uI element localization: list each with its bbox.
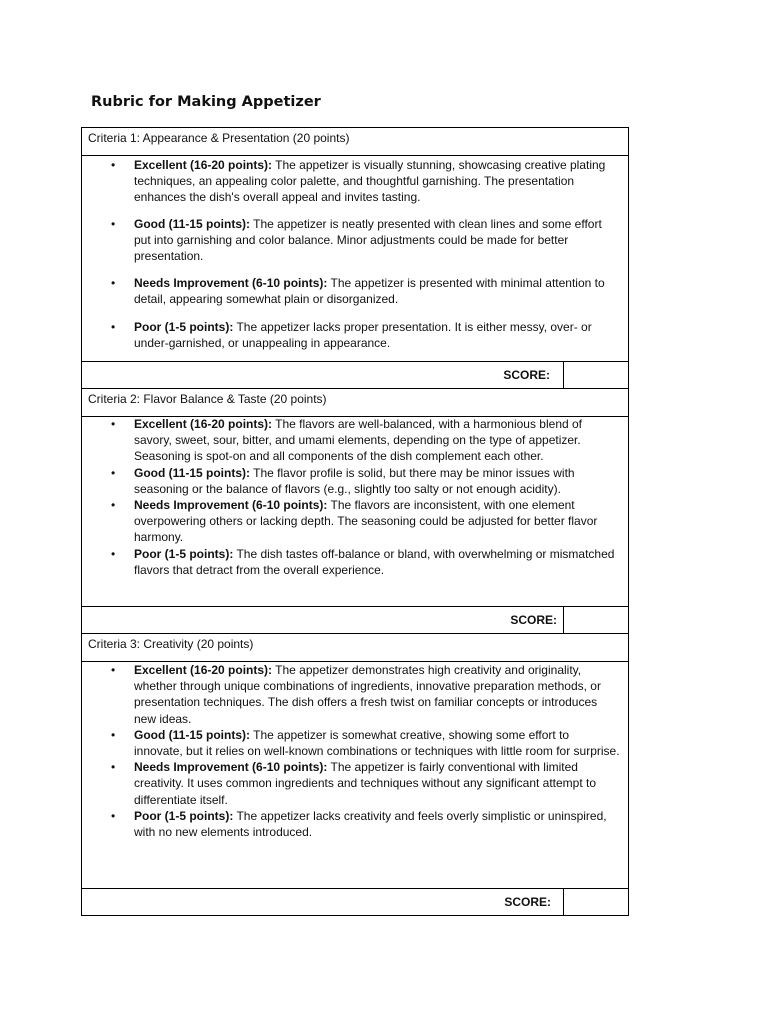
level-name: Poor (1-5 points): [134,319,234,334]
level-item [82,275,628,307]
level-name: Poor (1-5 points): [134,546,234,561]
level-description: The appetizer demonstrates high creativity and originality, whether through unique combinations of ingredients, innovative preparation methods, or presentation techniques. The dish offers a fresh twist on familiar concepts or introduces new ideas. [134,663,601,726]
level-description: The appetizer is presented with minimal attention to detail, appearing somewhat plain or disorganized. [134,276,605,307]
score-input-cell[interactable] [564,607,629,634]
criteria-header-row [82,128,629,156]
level-item [82,157,628,206]
level-description: The dish tastes off-balance or bland, with overwhelming or mismatched flavors that detract from the overall experience. [134,546,615,577]
level-name: Needs Improvement (6-10 points): [134,760,328,775]
criteria-header-row [82,634,629,662]
criteria-title: Criteria 3: Creativity (20 points) [88,637,254,651]
level-name: Good (11-15 points): [134,727,251,742]
criteria-levels-list [82,662,628,840]
level-name: Needs Improvement (6-10 points): [134,498,328,513]
score-input-cell[interactable] [564,362,629,389]
score-row [82,607,629,634]
bullet-icon: • [111,216,116,231]
level-name: Excellent (16-20 points): [134,663,273,677]
level-name: Poor (1-5 points): [134,808,234,823]
level-item [82,662,628,727]
level-item [82,465,628,497]
level-description: The appetizer is somewhat creative, showing some effort to innovate, but it relies on well-known combinations or techniques with little room for surprise. [134,727,620,759]
bullet-icon: • [111,760,116,775]
rubric-table [81,127,629,916]
level-item [82,759,628,808]
score-label: SCORE: [504,895,551,909]
level-item [82,319,628,351]
level-description: The appetizer is neatly presented with clean lines and some effort put into garnishing and color balance. Minor adjustments could be made for better presentation. [134,216,602,264]
bullet-icon: • [111,417,116,431]
level-description: The flavor profile is solid, but there may be minor issues with seasoning or the balance of flavors (e.g., slightly too salty or not enough acidity). [134,465,575,496]
level-name: Good (11-15 points): [134,465,251,480]
document-title: Rubric for Making Appetizer [91,94,321,110]
level-item [82,497,628,546]
level-description: The flavors are well-balanced, with a harmonious blend of savory, sweet, sour, bitter, and umami elements, depending on the type of appetizer. Seasoning is spot-on and all components of the dish complement each other. [134,417,583,464]
bullet-icon: • [111,498,116,513]
level-item [82,216,628,265]
criteria-title: Criteria 1: Appearance & Presentation (20 points) [88,131,350,145]
level-description: The appetizer is visually stunning, showcasing creative plating techniques, an appealing color palette, and thoughtful garnishing. The presentation enhances the dish's overall appeal and invites tasting. [134,158,606,205]
level-name: Needs Improvement (6-10 points): [134,276,328,291]
score-row [82,889,629,916]
criteria-description-row [82,662,629,889]
score-input-cell[interactable] [564,889,629,916]
level-description: The appetizer lacks proper presentation. It is either messy, over- or under-garnished, or unappealing in appearance. [134,319,592,350]
bullet-icon: • [111,465,116,480]
bullet-icon: • [111,808,116,823]
level-item [82,416,628,465]
score-label: SCORE: [510,613,557,627]
bullet-icon: • [111,663,116,677]
score-row [82,362,629,389]
criteria-header-row [82,389,629,417]
level-item [82,546,628,578]
bullet-icon: • [111,158,116,172]
bullet-icon: • [111,276,116,291]
level-item [82,727,628,759]
level-name: Good (11-15 points): [134,216,251,231]
criteria-description-row [82,156,629,362]
level-description: The appetizer is fairly conventional with limited creativity. It uses common ingredients and techniques without any significant attempt to differentiate itself. [134,760,597,807]
bullet-icon: • [111,546,116,561]
level-name: Excellent (16-20 points): [134,158,273,172]
level-description: The appetizer lacks creativity and feels overly simplistic or uninspired, with no new elements introduced. [134,808,607,840]
criteria-description-row [82,417,629,607]
level-item [82,808,628,840]
criteria-title: Criteria 2: Flavor Balance & Taste (20 points) [88,392,327,406]
level-name: Excellent (16-20 points): [134,417,273,431]
criteria-levels-list [82,417,628,578]
level-description: The flavors are inconsistent, with one element overpowering others or lacking depth. The seasoning could be adjusted for better flavor harmony. [134,498,598,545]
score-label: SCORE: [503,368,550,382]
bullet-icon: • [111,319,116,334]
bullet-icon: • [111,727,116,742]
criteria-levels-list [82,156,628,351]
